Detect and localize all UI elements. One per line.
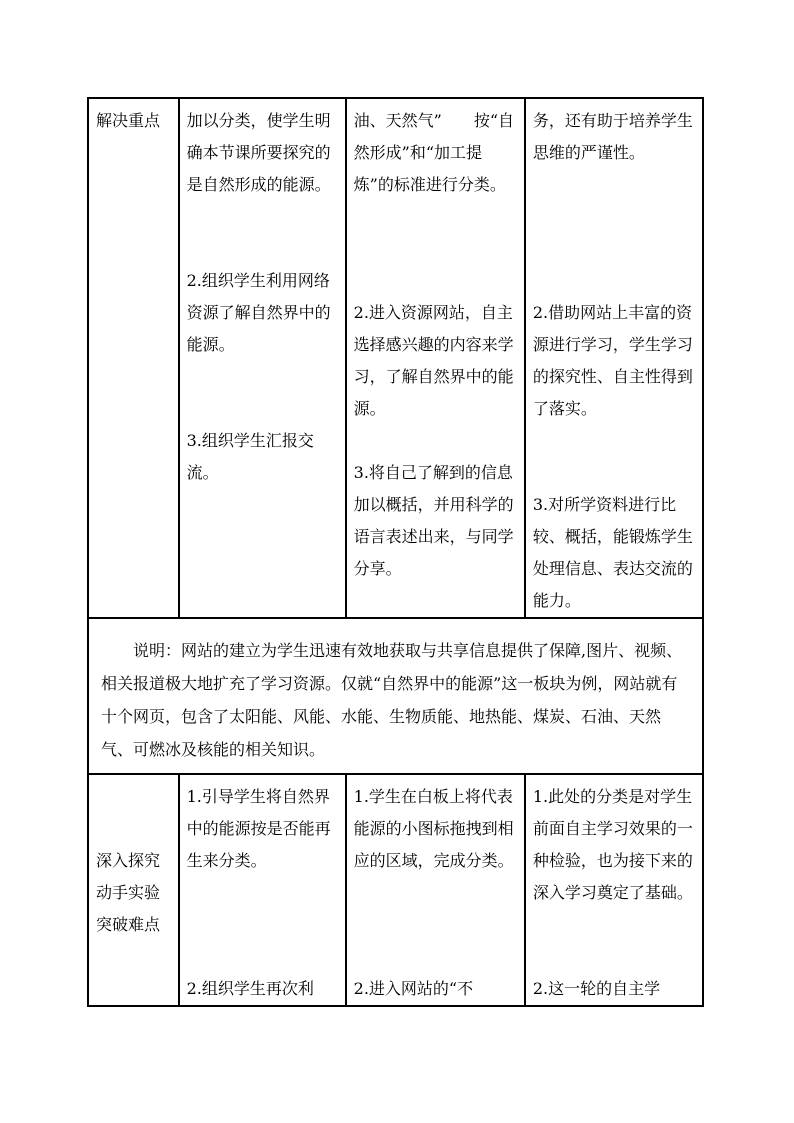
row-label: 解决重点: [96, 111, 161, 130]
row-label-cell: [88, 98, 179, 618]
row-label-line-2: 动手实验: [96, 883, 161, 902]
design-intent-2: 2.这一轮的自主学: [532, 979, 661, 998]
teacher-activity-2: 2.组织学生再次利: [186, 979, 314, 998]
design-intent-1: 务，还有助于培养学生思维的严谨性。: [532, 111, 693, 162]
row-label-cell: [88, 774, 179, 1006]
table-row-key-points: [88, 98, 703, 618]
student-activity-3: 3.将自己了解到的信息加以概括，并用科学的语言表述出来，与同学分享。: [353, 463, 514, 578]
student-activity-2: 2.进入网站的“不: [353, 979, 474, 998]
teacher-activity-3: 3.组织学生汇报交流。: [186, 431, 314, 482]
note-text: 说明：网站的建立为学生迅速有效地获取与共享信息提供了保障,图片、视频、相关报道极大地扩充了学习资源。仅就“自然界中的能源”这一板块为例，网站就有十个网页，包含了太阳能、风能、水能、生物质能、地热能、煤炭、石油、天然气、可燃冰及核能的相关知识。: [101, 641, 683, 759]
lesson-table: [87, 97, 704, 1007]
table-row-note: [88, 618, 703, 774]
row-label-line-1: 深入探究: [96, 851, 161, 870]
row-label-line-3: 突破难点: [96, 915, 161, 934]
note-cell: [88, 618, 703, 774]
design-intent-cell: [525, 774, 703, 1006]
teacher-activity-cell: [179, 774, 346, 1006]
design-intent-2: 2.借助网站上丰富的资源进行学习，学生学习的探究性、自主性得到了落实。: [532, 303, 693, 418]
teacher-activity-1: 加以分类，使学生明确本节课所要探究的是自然形成的能源。: [186, 111, 331, 194]
design-intent-3: 3.对所学资料进行比较、概括，能锻炼学生处理信息、表达交流的能力。: [532, 495, 693, 610]
teacher-activity-2: 2.组织学生利用网络资源了解自然界中的能源。: [186, 271, 331, 354]
design-intent-1: 1.此处的分类是对学生前面自主学习效果的一种检验，也为接下来的深入学习奠定了基础。: [532, 787, 693, 902]
student-activity-1: 油、天然气” 按“自然形成”和“加工提炼”的标准进行分类。: [353, 111, 515, 194]
student-activity-2: 2.进入资源网站，自主选择感兴趣的内容来学习，了解自然界中的能源。: [353, 303, 514, 418]
teacher-activity-1: 1.引导学生将自然界中的能源按是否能再生来分类。: [186, 787, 331, 870]
student-activity-1: 1.学生在白板上将代表能源的小图标拖拽到相应的区域，完成分类。: [353, 787, 514, 870]
student-activity-cell: [346, 774, 525, 1006]
teacher-activity-cell: [179, 98, 346, 618]
table-row-explore: [88, 774, 703, 1006]
design-intent-cell: [525, 98, 703, 618]
student-activity-cell: [346, 98, 525, 618]
